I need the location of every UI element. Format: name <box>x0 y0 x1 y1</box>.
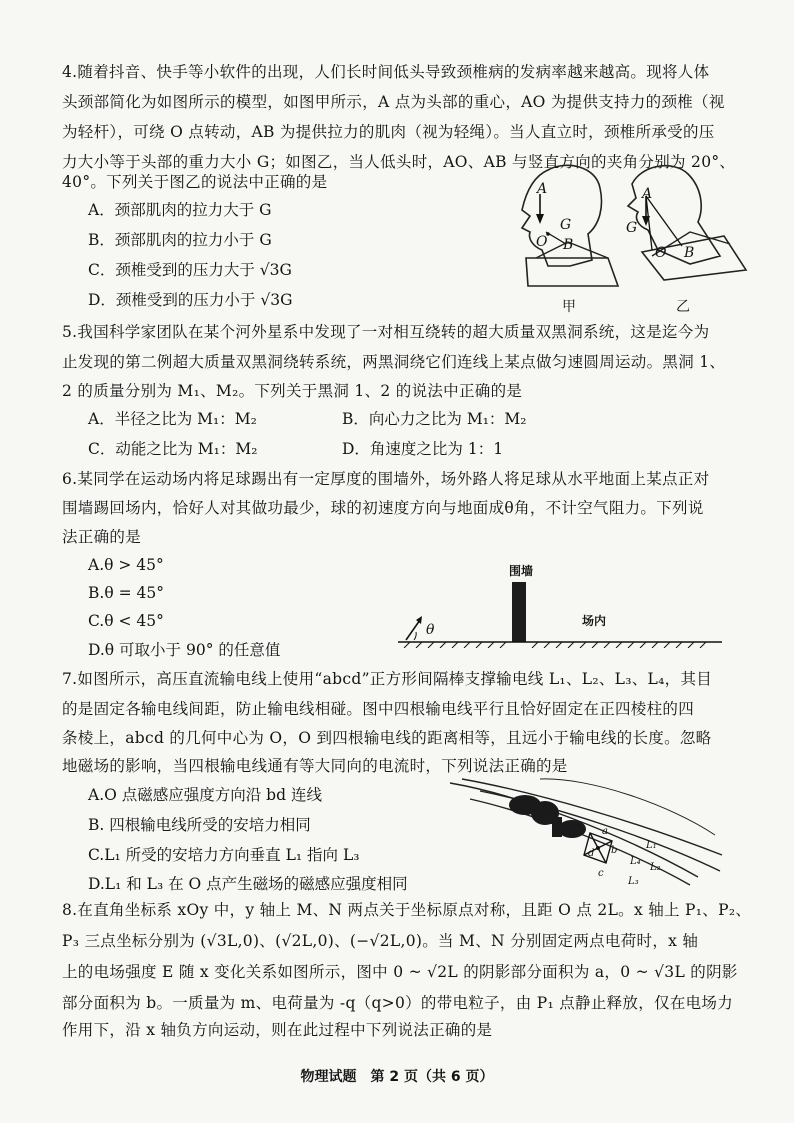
q4-option-c: C．颈椎受到的压力大于 √3G <box>88 261 292 279</box>
q6-option-c: C.θ < 45° <box>88 612 164 630</box>
q8-line-1: 8.在直角坐标系 xOy 中，y 轴上 M、N 两点关于坐标原点对称，且距 O 点 2L。x 轴上 P₁、P₂、 <box>62 901 752 919</box>
label-a-jia: A <box>537 181 548 197</box>
q4-option-d: D．颈椎受到的压力小于 √3G <box>88 291 293 309</box>
q6-option-d: D.θ 可取小于 90° 的任意值 <box>88 641 281 659</box>
label-a-yi: A <box>642 186 653 202</box>
q7-option-c: C.L₁ 所受的安培力方向垂直 L₁ 指向 L₃ <box>88 846 360 864</box>
q7-option-a: A.O 点磁感应强度方向沿 bd 连线 <box>88 786 322 804</box>
power-line-figure <box>440 775 730 895</box>
q5-option-c: C．动能之比为 M₁：M₂ <box>88 440 258 458</box>
wall-label: 围墙 <box>509 564 534 578</box>
q4-line-3: 为轻杆），可绕 O 点转动，AB 为提供拉力的肌肉（视为轻绳）。当人直立时，颈椎所承受的压 <box>62 123 715 141</box>
label-l3: L₃ <box>628 876 639 887</box>
q6-option-b: B.θ = 45° <box>88 584 164 602</box>
q6-line-1: 6.某同学在运动场内将足球踢出有一定厚度的围墙外，场外路人将足球从水平地面上某点正对 <box>62 470 710 488</box>
label-o-yi: O <box>655 245 667 261</box>
q7-option-d: D.L₁ 和 L₃ 在 O 点产生磁场的磁感应强度相同 <box>88 875 408 893</box>
q7-line-1: 7.如图所示，高压直流输电线上使用“abcd”正方形间隔棒支撑输电线 L₁、L₂、L₃、L₄，其目 <box>62 670 713 688</box>
q6-line-3: 法正确的是 <box>62 528 142 546</box>
label-o-jia: O <box>536 234 548 250</box>
q4-line-2: 头颈部简化为如图所示的模型，如图甲所示，A 点为头部的重心，AO 为提供支持力的颈椎（视 <box>62 93 725 111</box>
label-b-yi: B <box>684 245 695 261</box>
q6-line-2: 围墙踢回场内，恰好人对其做功最少，球的初速度方向与地面成θ角，不计空气阻力。下列说 <box>62 499 704 517</box>
q7-line-4: 地磁场的影响，当四根输电线通有等大同向的电流时，下列说法正确的是 <box>62 757 568 775</box>
q5-line-2: 止发现的第二例超大质量双黑洞绕转系统，两黑洞绕它们连线上某点做匀速圆周运动。黑洞 1、 <box>62 353 726 371</box>
q7-line-3: 条棱上，abcd 的几何中心为 O，O 到四根输电线的距离相等，且远小于输电线的长度。忽略 <box>62 729 712 747</box>
q4-line-5: 40°。下列关于图乙的说法中正确的是 <box>62 173 328 191</box>
label-b-square: b <box>611 845 618 856</box>
q4-option-a: A．颈部肌肉的拉力大于 G <box>88 201 272 219</box>
q8-line-3: 上的电场强度 E 随 x 变化关系如图所示，图中 0 ~ √2L 的阴影部分面积为 a，0 ~ √3L 的阴影 <box>62 963 738 981</box>
q4-line-1: 4.随着抖音、快手等小软件的出现，人们长时间低头导致颈椎病的发病率越来越高。现将人体 <box>62 63 710 81</box>
label-g-yi: G <box>626 220 638 236</box>
q5-option-d: D．角速度之比为 1：1 <box>342 440 504 458</box>
page-footer: 物理试题 第 2 页（共 6 页） <box>300 1069 494 1085</box>
q8-line-4: 部分面积为 b。一质量为 m、电荷量为 -q（q>0）的带电粒子，由 P₁ 点静止释放，仅在电场力 <box>62 994 734 1012</box>
q5-option-b: B．向心力之比为 M₁：M₂ <box>342 410 527 428</box>
q6-option-a: A.θ > 45° <box>88 556 164 574</box>
label-a-square: a <box>602 826 608 837</box>
label-c-square: c <box>598 868 604 879</box>
caption-jia: 甲 <box>562 299 576 315</box>
wall-figure <box>396 560 726 648</box>
q4-line-4: 力大小等于头部的重力大小 G；如图乙，当人低头时，AO、AB 与竖直方向的夹角分别为 20°、 <box>62 153 736 171</box>
label-b-jia: B <box>563 237 574 253</box>
q7-line-2: 的是固定各输电线间距，防止输电线相碰。图中四根输电线平行且恰好固定在正四棱柱的四 <box>62 700 695 718</box>
label-l2: L₂ <box>650 862 661 873</box>
label-g-jia: G <box>560 217 572 233</box>
q5-line-1: 5.我国科学家团队在某个河外星系中发现了一对相互绕转的超大质量双黑洞系统，这是迄今为 <box>62 323 710 341</box>
q8-line-2: P₃ 三点坐标分别为 (√3L,0)、(√2L,0)、(−√2L,0)。当 M、N 分别固定两点电荷时，x 轴 <box>62 932 699 950</box>
q4-option-b: B．颈部肌肉的拉力小于 G <box>88 231 272 249</box>
q8-line-5: 作用下，沿 x 轴负方向运动，则在此过程中下列说法正确的是 <box>62 1021 493 1039</box>
theta-label: θ <box>426 622 435 638</box>
q5-option-a: A．半径之比为 M₁：M₂ <box>88 410 257 428</box>
label-l4: L₄ <box>630 856 641 867</box>
label-d-square: d <box>588 848 595 859</box>
q7-option-b: B. 四根输电线所受的安培力相同 <box>88 816 311 834</box>
label-l1: L₁ <box>646 840 657 851</box>
caption-yi: 乙 <box>676 299 690 315</box>
inside-label: 场内 <box>582 614 607 628</box>
q5-line-3: 2 的质量分别为 M₁、M₂。下列关于黑洞 1、2 的说法中正确的是 <box>62 382 523 400</box>
